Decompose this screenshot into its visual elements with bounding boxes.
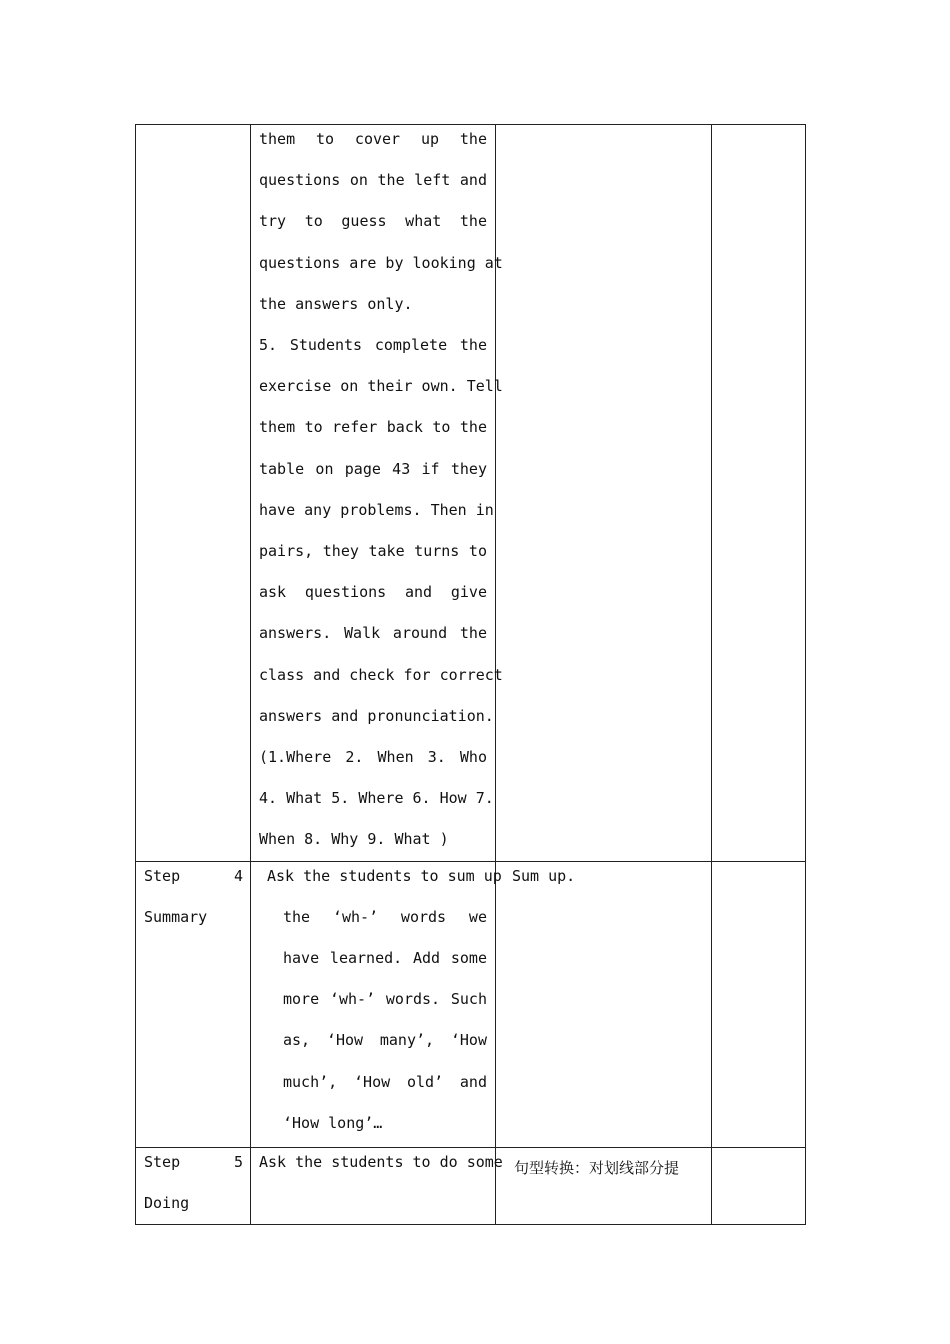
step-number: 5 [233, 1152, 243, 1171]
procedure-line: have learned. Add some [283, 949, 487, 968]
procedure-line: as, ‘How many’, ‘How [283, 1031, 487, 1050]
procedure-line: try to guess what the [259, 212, 487, 231]
procedure-line: (1.Where 2. When 3. Who [259, 748, 487, 767]
step-cell [136, 1147, 251, 1224]
step-label: Step [144, 866, 181, 885]
procedure-line: class and check for correct [259, 665, 503, 684]
procedure-line: answers. Walk around the [259, 624, 487, 643]
notes-cell [712, 861, 806, 1147]
activity-cell [496, 125, 712, 862]
activity-cell [496, 1147, 712, 1224]
procedure-line: them to refer back to the [259, 418, 487, 437]
procedure-line: the answers only. [259, 294, 413, 313]
notes-cell [712, 1147, 806, 1224]
table-row [136, 1147, 806, 1224]
procedure-cell [251, 125, 503, 862]
procedure-line: much’, ‘How old’ and [283, 1072, 487, 1091]
activity-cell [496, 861, 712, 1147]
procedure-line: answers and pronunciation. [259, 706, 494, 725]
procedure-line: 4. What 5. Where 6. How 7. [259, 789, 494, 808]
table-row [136, 861, 806, 1147]
procedure-cell [251, 1147, 503, 1224]
procedure-line: pairs, they take turns to [259, 542, 487, 561]
procedure-line: 5. Students complete the [259, 336, 487, 355]
procedure-line: ‘How long’… [283, 1113, 383, 1132]
activity-text: Sum up. [512, 866, 576, 885]
step-cell [136, 861, 251, 1147]
procedure-line: the ‘wh-’ words we [283, 907, 487, 926]
procedure-line: have any problems. Then in [259, 500, 494, 519]
table-row [136, 125, 806, 862]
procedure-line: questions on the left and [259, 171, 487, 190]
lesson-plan-table [135, 124, 806, 1225]
procedure-line: Ask the students to do some [259, 1152, 503, 1171]
procedure-line: questions are by looking at [259, 253, 503, 272]
procedure-line: exercise on their own. Tell [259, 377, 503, 396]
procedure-cell [251, 861, 502, 1147]
procedure-line: them to cover up the [259, 130, 487, 148]
procedure-line: more ‘wh-’ words. Such [283, 990, 487, 1009]
notes-cell [712, 125, 806, 862]
procedure-line: ask questions and give [259, 583, 487, 602]
step-cell [136, 125, 251, 862]
procedure-line: When 8. Why 9. What ) [259, 830, 449, 849]
step-name: Summary [144, 907, 208, 926]
step-name: Doing [144, 1193, 190, 1212]
procedure-line: Ask the students to sum up [267, 866, 502, 885]
step-label: Step [144, 1152, 181, 1171]
activity-text: 句型转换：对划线部分提 [514, 1158, 680, 1177]
step-number: 4 [233, 866, 243, 885]
procedure-line: table on page 43 if they [259, 459, 487, 478]
